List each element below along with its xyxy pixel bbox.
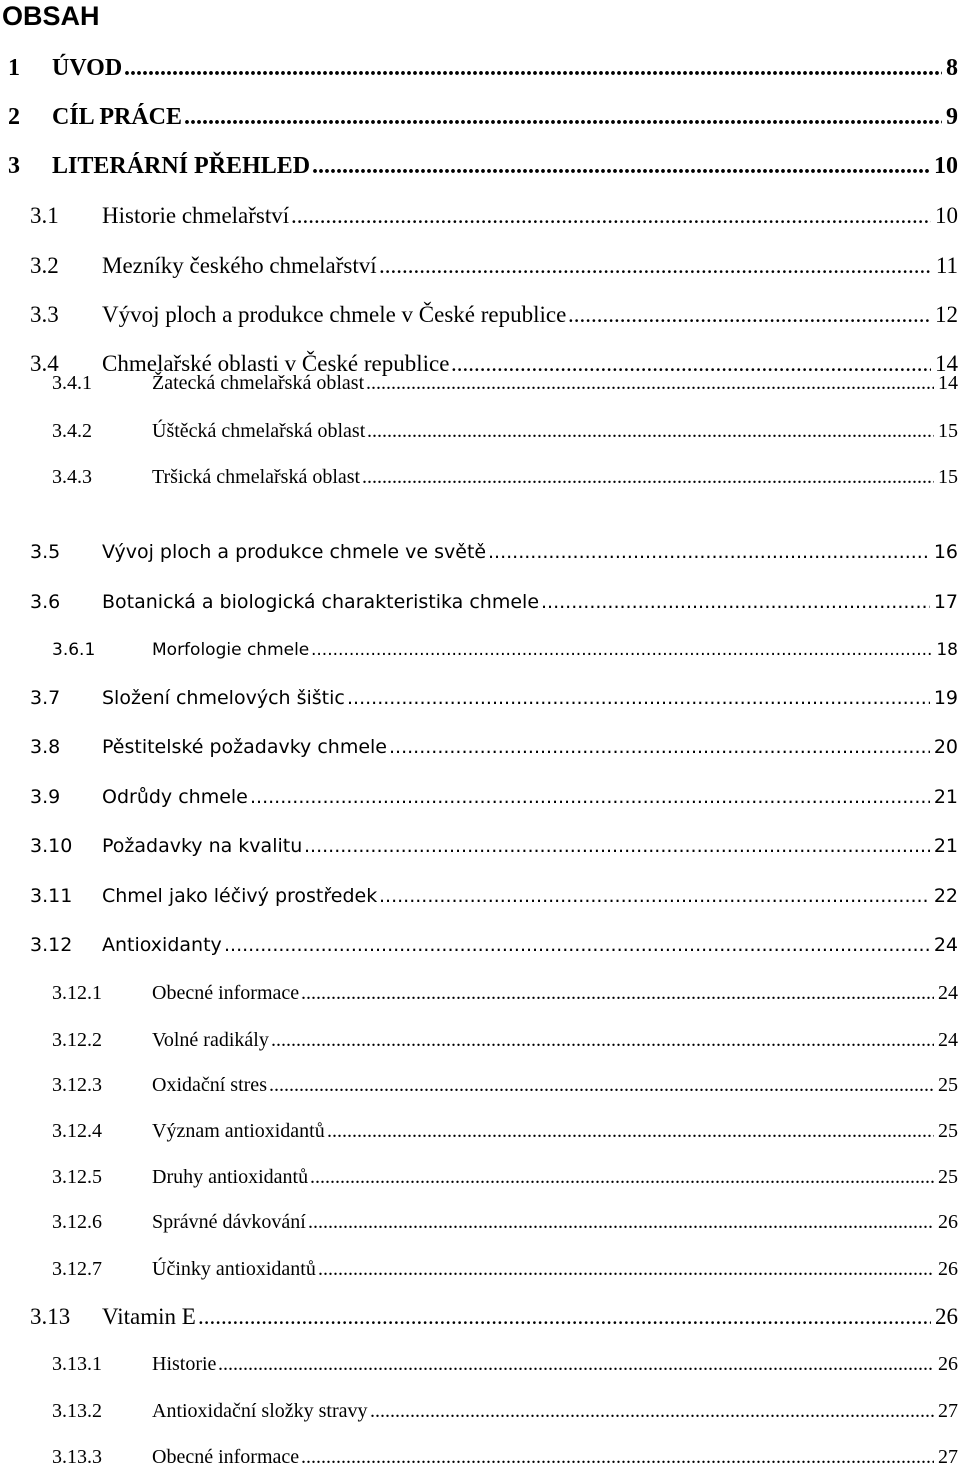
- toc-entry-title: Morfologie chmele: [152, 640, 310, 660]
- toc-entry-number: 3.8: [30, 736, 61, 758]
- toc-entry-number: 2: [8, 104, 20, 130]
- toc-entry-title: Obecné informace: [152, 982, 300, 1004]
- toc-entry-number: 3.2: [30, 253, 59, 278]
- toc-entry-number: 3.6.1: [52, 640, 96, 660]
- toc-entry-page: 10: [934, 153, 958, 179]
- toc-entry-number: 1: [8, 55, 20, 81]
- toc-entry-page: 8: [946, 55, 958, 81]
- toc-entry-number: 3.12.2: [52, 1029, 102, 1051]
- toc-entry-title: Odrůdy chmele: [102, 786, 248, 808]
- toc-entry[interactable]: [0, 731, 960, 763]
- toc-entry-page: 15: [938, 420, 958, 442]
- toc-entry-title: Vývoj ploch a produkce chmele v České republice: [102, 302, 567, 327]
- toc-entry-number: 3: [8, 153, 20, 179]
- toc-entry-page: 22: [933, 885, 958, 907]
- toc-entry-title: Oxidační stres: [152, 1074, 267, 1096]
- toc-entry[interactable]: [0, 1349, 960, 1379]
- toc-entry[interactable]: [0, 1025, 960, 1055]
- toc-entry-title: Historie chmelařství: [102, 203, 290, 228]
- dot-leader: [304, 830, 930, 862]
- toc-entry-page: 14: [938, 372, 958, 394]
- toc-entry[interactable]: [0, 929, 960, 961]
- toc-entry[interactable]: [0, 586, 960, 618]
- toc-entry-page: 18: [936, 640, 958, 660]
- toc-entry-title: Volné radikály: [152, 1029, 269, 1051]
- toc-entry-number: 3.5: [30, 541, 61, 563]
- toc-entry[interactable]: [0, 781, 960, 813]
- toc-entry-title: Chmel jako léčivý prostředek: [102, 885, 378, 907]
- toc-entry[interactable]: [0, 978, 960, 1008]
- toc-entry-number: 3.7: [30, 687, 61, 709]
- toc-entry[interactable]: [0, 635, 960, 665]
- toc-entry-page: 11: [935, 253, 958, 278]
- toc-entry[interactable]: [0, 1116, 960, 1146]
- dot-leader: [367, 416, 934, 446]
- toc-entry-page: 25: [938, 1074, 958, 1096]
- toc-entry-title: CÍL PRÁCE: [52, 104, 183, 130]
- dot-leader: [271, 1025, 934, 1055]
- toc-entry-number: 3.12.4: [52, 1120, 102, 1142]
- toc-entry[interactable]: [0, 100, 960, 134]
- toc-entry-title: Vývoj ploch a produkce chmele ve světě: [102, 541, 487, 563]
- toc-entry-page: 21: [933, 786, 958, 808]
- toc-entry-title: Obecné informace: [152, 1446, 300, 1468]
- toc-entry-number: 3.1: [30, 203, 59, 228]
- dot-leader: [327, 1116, 934, 1146]
- toc-entry-title: LITERÁRNÍ PŘEHLED: [52, 153, 311, 179]
- toc-entry-page: 24: [933, 934, 958, 956]
- toc-entry[interactable]: [0, 416, 960, 446]
- toc-entry-page: 19: [933, 687, 958, 709]
- toc-entry-page: 24: [938, 1029, 958, 1051]
- toc-entry-title: Požadavky na kvalitu: [102, 835, 303, 857]
- toc-entry-title: Historie: [152, 1353, 217, 1375]
- page-title: OBSAH: [2, 1, 100, 31]
- toc-entry-title: Pěstitelské požadavky chmele: [102, 736, 387, 758]
- dot-leader: [389, 731, 930, 763]
- dot-leader: [291, 200, 931, 232]
- toc-entry-title: ÚVOD: [52, 55, 123, 81]
- toc-entry-number: 3.11: [30, 885, 73, 907]
- dot-leader: [301, 978, 934, 1008]
- toc-entry-page: 26: [935, 1304, 958, 1329]
- toc-entry-page: 20: [933, 736, 958, 758]
- toc-entry-title: Žatecká chmelařská oblast: [152, 372, 365, 394]
- toc-entry-title: Antioxidanty: [102, 934, 222, 956]
- toc-entry-number: 3.12.6: [52, 1211, 102, 1233]
- dot-leader: [379, 880, 930, 912]
- toc-entry-number: 3.6: [30, 591, 61, 613]
- toc-entry-page: 24: [938, 982, 958, 1004]
- toc-entry[interactable]: [0, 682, 960, 714]
- toc-entry-title: Vitamin E: [102, 1304, 196, 1329]
- toc-entry-number: 3.4.1: [52, 372, 92, 394]
- toc-entry-number: 3.4.2: [52, 420, 92, 442]
- toc-entry[interactable]: [0, 51, 960, 85]
- dot-leader: [362, 462, 934, 492]
- toc-entry[interactable]: [0, 1207, 960, 1237]
- dot-leader: [269, 1070, 934, 1100]
- toc-entry-title: Botanická a biologická charakteristika chmele: [102, 591, 540, 613]
- toc-entry[interactable]: [0, 1254, 960, 1284]
- toc-entry[interactable]: [0, 1442, 960, 1472]
- toc-entry-page: 14: [935, 351, 958, 376]
- toc-entry-number: 3.10: [30, 835, 73, 857]
- toc-entry-page: 17: [933, 591, 958, 613]
- toc-entry[interactable]: [0, 299, 960, 331]
- toc-entry[interactable]: [0, 1070, 960, 1100]
- toc-entry-page: 26: [938, 1353, 958, 1375]
- toc-entry-number: 3.13.2: [52, 1400, 102, 1422]
- toc-entry[interactable]: [0, 1301, 960, 1333]
- toc-entry-page: 26: [938, 1211, 958, 1233]
- toc-entry[interactable]: [0, 250, 960, 282]
- toc-entry-number: 3.9: [30, 786, 61, 808]
- toc-entry[interactable]: [0, 830, 960, 862]
- toc-entry[interactable]: [0, 1396, 960, 1426]
- toc-entry[interactable]: [0, 536, 960, 568]
- dot-leader: [347, 682, 930, 714]
- toc-entry-title: Druhy antioxidantů: [152, 1166, 309, 1188]
- toc-entry-title: Tršická chmelařská oblast: [152, 466, 361, 488]
- dot-leader: [198, 1301, 931, 1333]
- toc-entry-number: 3.13.1: [52, 1353, 102, 1375]
- toc-entry-title: Účinky antioxidantů: [152, 1258, 316, 1280]
- dot-leader: [218, 1349, 934, 1379]
- dot-leader: [379, 250, 932, 282]
- toc-entry[interactable]: [0, 880, 960, 912]
- dot-leader: [250, 781, 930, 813]
- toc-entry-page: 10: [935, 203, 958, 228]
- dot-leader: [308, 1207, 934, 1237]
- dot-leader: [124, 51, 942, 85]
- toc-entry-title: Úštěcká chmelařská oblast: [152, 420, 366, 442]
- toc-entry-page: 27: [938, 1446, 958, 1468]
- toc-entry-number: 3.12.5: [52, 1166, 102, 1188]
- toc-entry-page: 15: [938, 466, 958, 488]
- dot-leader: [301, 1442, 934, 1472]
- toc-entry-title: Chmelařské oblasti v České republice: [102, 351, 450, 376]
- toc-entry-title: Mezníky českého chmelařství: [102, 253, 377, 278]
- toc-entry-number: 3.4: [30, 351, 59, 376]
- toc-entry-number: 3.12.1: [52, 982, 102, 1004]
- dot-leader: [184, 100, 942, 134]
- toc-entry[interactable]: [0, 462, 960, 492]
- toc-entry[interactable]: [0, 1162, 960, 1192]
- toc-entry-page: 25: [938, 1120, 958, 1142]
- toc-entry-number: 3.13.3: [52, 1446, 102, 1468]
- dot-leader: [366, 368, 934, 398]
- toc-entry-page: 26: [938, 1258, 958, 1280]
- toc-entry-number: 3.12.7: [52, 1258, 102, 1280]
- toc-entry-title: Význam antioxidantů: [152, 1120, 325, 1142]
- toc-entry-page: 9: [946, 104, 958, 130]
- dot-leader: [541, 586, 930, 618]
- dot-leader: [488, 536, 930, 568]
- dot-leader: [318, 1254, 934, 1284]
- toc-entry-page: 12: [935, 302, 958, 327]
- toc-entry-number: 3.4.3: [52, 466, 92, 488]
- dot-leader: [568, 299, 931, 331]
- toc-entry-page: 16: [933, 541, 958, 563]
- toc-entry-page: 27: [938, 1400, 958, 1422]
- toc-entry-number: 3.12: [30, 934, 73, 956]
- toc-entry[interactable]: [0, 149, 960, 183]
- toc-entry-title: Správné dávkování: [152, 1211, 306, 1233]
- dot-leader: [224, 929, 930, 961]
- toc-entry-page: 25: [938, 1166, 958, 1188]
- dot-leader: [312, 149, 930, 183]
- toc-entry-page: 21: [933, 835, 958, 857]
- dot-leader: [311, 635, 932, 665]
- dot-leader: [310, 1162, 934, 1192]
- toc-entry-number: 3.13: [30, 1304, 71, 1329]
- toc-entry[interactable]: [0, 368, 960, 398]
- toc-entry-number: 3.3: [30, 302, 59, 327]
- toc-entry-number: 3.12.3: [52, 1074, 102, 1096]
- toc-entry[interactable]: [0, 200, 960, 232]
- toc-entry-title: Antioxidační složky stravy: [152, 1400, 368, 1422]
- dot-leader: [370, 1396, 934, 1426]
- toc-entry-title: Složení chmelových šištic: [102, 687, 345, 709]
